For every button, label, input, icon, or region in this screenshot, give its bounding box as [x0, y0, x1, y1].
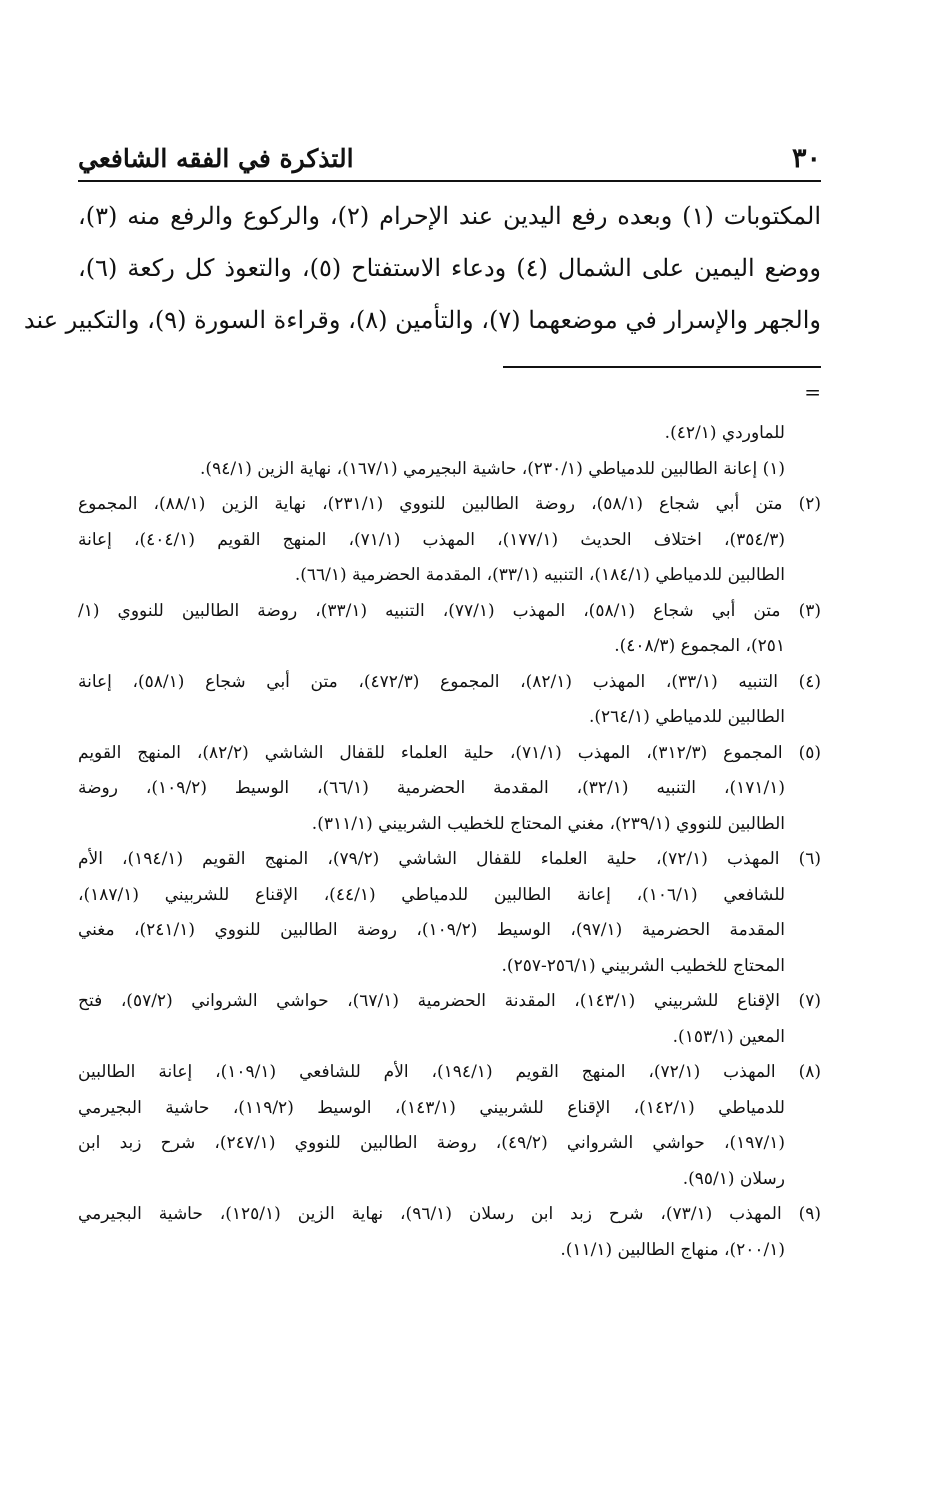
- header-rule: [78, 180, 821, 182]
- running-header: [78, 140, 821, 178]
- footnote-line: الطالبين للدمياطي (٢٦٤/١).: [588, 707, 785, 727]
- footnote-line: (٨) المهذب (٧٢/١)، المنهج القويم (١٩٤/١)، الأم للشافعي (١٠٩/١)، إعانة الطالبين: [78, 1062, 821, 1082]
- main-text-line: ووضع اليمين على الشمال (٤) ودعاء الاستفتاح (٥)، والتعوذ كل ركعة (٦)،: [78, 254, 821, 282]
- footnote-line: المحتاج للخطيب الشربيني (٢٥٦/١-٢٥٧).: [501, 955, 785, 976]
- footnote-line: الطالبين للنووي (٢٣٩/١)، مغني المحتاج للخطيب الشربيني (٣١١/١).: [311, 813, 785, 834]
- footnote-line: المقدمة الحضرمية (٩٧/١)، الوسيط (١٠٩/٢)، روضة الطالبين للنووي (٢٤١/١)، مغني: [78, 920, 785, 940]
- footnote-line: (٥) المجموع (٣١٢/٣)، المهذب (٧١/١)، حلية العلماء للقفال الشاشي (٨٢/٢)، المنهج القويم: [78, 742, 822, 763]
- footnote-line: (٣٥٤/٣)، اختلاف الحديث (١٧٧/١)، المهذب (٧١/١)، المنهج القويم (٤٠٤/١)، إعانة: [78, 529, 785, 550]
- footnote-line: (١) إعانة الطالبين للدمياطي (٢٣٠/١)، حاشية البجيرمي (١٦٧/١)، نهاية الزين (٩٤/١).: [200, 458, 785, 479]
- main-text: [23, 190, 822, 346]
- footnote-line: المعين (١٥٣/١).: [672, 1026, 785, 1047]
- footnote-line: (٣) متن أبي شجاع (٥٨/١)، المهذب (٧٧/١)، التنبيه (٣٣/١)، روضة الطالبين للنووي (١/: [78, 600, 821, 621]
- footnote-line: ٢٥١)، المجموع (٤٠٨/٣).: [614, 636, 785, 656]
- footnote-line: (٢) متن أبي شجاع (٥٨/١)، روضة الطالبين للنووي (٢٣١/١)، نهاية الزين (٨٨/١)، المجموع: [78, 494, 821, 514]
- main-text-line: والجهر والإسرار في موضعهما (٧)، والتأمين (٨)، وقراءة السورة (٩)، والتكبير عند: [23, 306, 821, 334]
- footnote-line: للشافعي (١٠٦/١)، إعانة الطالبين للدمياطي (٤٤/١)، الإقناع للشربيني (١٨٧/١)،: [78, 884, 786, 905]
- footnote-line: (٤) التنبيه (٣٣/١)، المهذب (٨٢/١)، المجموع (٤٧٢/٣)، متن أبي شجاع (٥٨/١)، إعانة: [78, 671, 821, 692]
- book-title: التذكرة في الفقه الشافعي: [78, 144, 354, 173]
- footnote-line: (٧) الإقناع للشربيني (١٤٣/١)، المقدنة الحضرمية (٦٧/١)، حواشي الشرواني (٥٧/٢)، فتح: [78, 991, 821, 1011]
- footnote-line: (١٧١/١)، التنبيه (٣٢/١)، المقدمة الحضرمية (٦٦/١)، الوسيط (١٠٩/٢)، روضة: [78, 778, 785, 798]
- footnote-line: رسلان (٩٥/١).: [682, 1168, 785, 1189]
- footnotes: [78, 416, 821, 1268]
- footnote-line: للدمياطي (١٤٢/١)، الإقناع للشربيني (١٤٣/١)، الوسيط (١١٩/٢)، حاشية البجيرمي: [78, 1097, 785, 1118]
- footnote-line: للماوردي (٤٢/١).: [664, 423, 785, 443]
- footnote-line: (٦) المهذب (٧٢/١)، حلية العلماء للقفال الشاشي (٧٩/٢)، المنهج القويم (١٩٤/١)، الأم: [78, 849, 822, 869]
- footnote-line: (١٩٧/١)، حواشي الشرواني (٤٩/٢)، روضة الطالبين للنووي (٢٤٧/١)، شرح زبد ابن: [78, 1133, 785, 1153]
- footnote-line: الطالبين للدمياطي (١٨٤/١)، التنبيه (٣٣/١)، المقدمة الحضرمية (٦٦/١).: [294, 565, 785, 585]
- page-number: ٣٠: [791, 143, 821, 174]
- footnote-line: (٩) المهذب (٧٣/١)، شرح زبد ابن رسلان (٩٦/١)، نهاية الزين (١٢٥/١)، حاشية البجيرمي: [78, 1204, 821, 1224]
- main-text-line: المكتوبات (١) وبعده رفع اليدين عند الإحرام (٢)، والركوع والرفع منه (٣)،: [78, 202, 822, 230]
- footnote-separator: [503, 366, 821, 368]
- footnote-continuation-mark: =: [804, 380, 821, 404]
- footnote-line: (٢٠٠/١)، منهاج الطالبين (١١/١).: [560, 1239, 785, 1260]
